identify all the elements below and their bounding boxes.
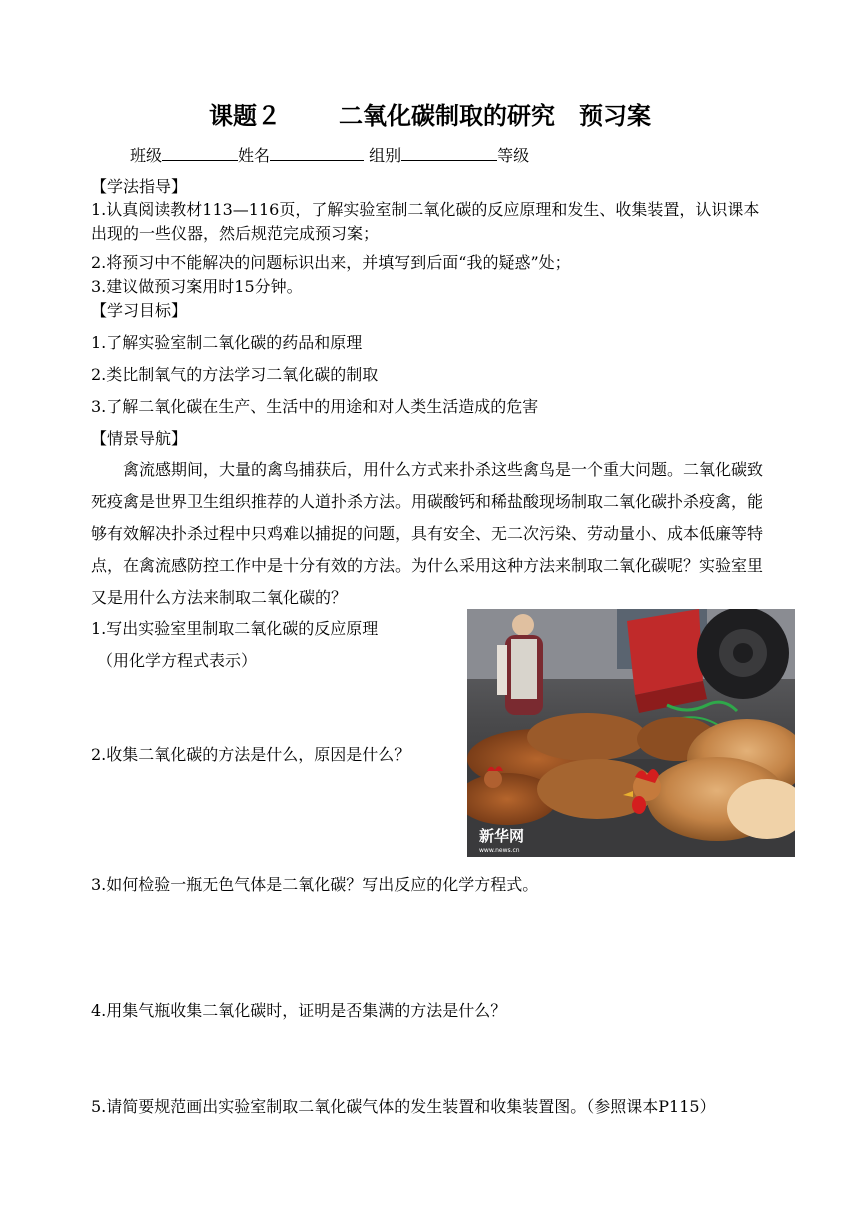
name-label: 姓名 <box>238 146 271 165</box>
method-guide-item-3: 3.建议做预习案用时15分钟。 <box>91 277 303 296</box>
poultry-photo <box>467 609 795 857</box>
student-info-line <box>130 143 529 166</box>
method-guide-item-1: 1.认真阅读教材113—116页，了解实验室制二氧化碳的反应原理和发生、收集装置，认识课本出现的一些仪器，然后规范完成预习案； <box>91 200 760 243</box>
watermark <box>479 827 524 854</box>
question-2: 2.收集二氧化碳的方法是什么，原因是什么？ <box>91 745 411 764</box>
method-guide-heading: 【学法指导】 <box>91 177 188 196</box>
goals-heading: 【学习目标】 <box>91 301 188 320</box>
question-3: 3.如何检验一瓶无色气体是二氧化碳？写出反应的化学方程式。 <box>91 875 539 894</box>
question-1: 1.写出实验室里制取二氧化碳的反应原理 <box>91 619 379 638</box>
page-title <box>0 96 860 131</box>
lesson-type: 预习案 <box>579 101 651 130</box>
question-5: 5.请简要规范画出实验室制取二氧化碳气体的发生装置和收集装置图。（参照课本P115） <box>91 1097 716 1116</box>
class-blank[interactable] <box>162 146 238 161</box>
name-blank[interactable] <box>270 146 364 161</box>
lesson-number: 课题２ <box>209 101 281 130</box>
scenario-heading: 【情景导航】 <box>91 429 188 448</box>
group-blank[interactable] <box>401 146 497 161</box>
lesson-topic: 二氧化碳制取的研究 <box>339 101 555 130</box>
question-1-note: （用化学方程式表示） <box>97 651 258 670</box>
watermark-subtext: www.news.cn <box>479 847 520 854</box>
watermark-text: 新华网 <box>479 827 525 845</box>
question-4: 4.用集气瓶收集二氧化碳时，证明是否集满的方法是什么？ <box>91 1001 507 1020</box>
group-label: 组别 <box>369 146 402 165</box>
method-guide-item-2: 2.将预习中不能解决的问题标识出来，并填写到后面“我的疑惑”处； <box>91 253 571 272</box>
grade-label: 等级 <box>497 146 530 165</box>
scenario-paragraph: 禽流感期间，大量的禽鸟捕获后，用什么方式来扑杀这些禽鸟是一个重大问题。二氧化碳致死疫禽是世界卫生组织推荐的人道扑杀方法。用碳酸钙和稀盐酸现场制取二氧化碳扑杀疫禽，能够有效解决扑杀过程中只鸡难以捕捉的问题，具有安全、无二次污染、劳动量小、成本低廉等特点，在禽流感防控工作中是十分有效的方法。为什么采用这种方法来制取二氧化碳呢？实验室里又是用什么方法来制取二氧化碳的？ <box>91 460 764 607</box>
class-label: 班级 <box>130 146 163 165</box>
goal-item-1: 1.了解实验室制二氧化碳的药品和原理 <box>91 333 363 352</box>
goal-item-3: 3.了解二氧化碳在生产、生活中的用途和对人类生活造成的危害 <box>91 397 539 416</box>
goal-item-2: 2.类比制氧气的方法学习二氧化碳的制取 <box>91 365 379 384</box>
